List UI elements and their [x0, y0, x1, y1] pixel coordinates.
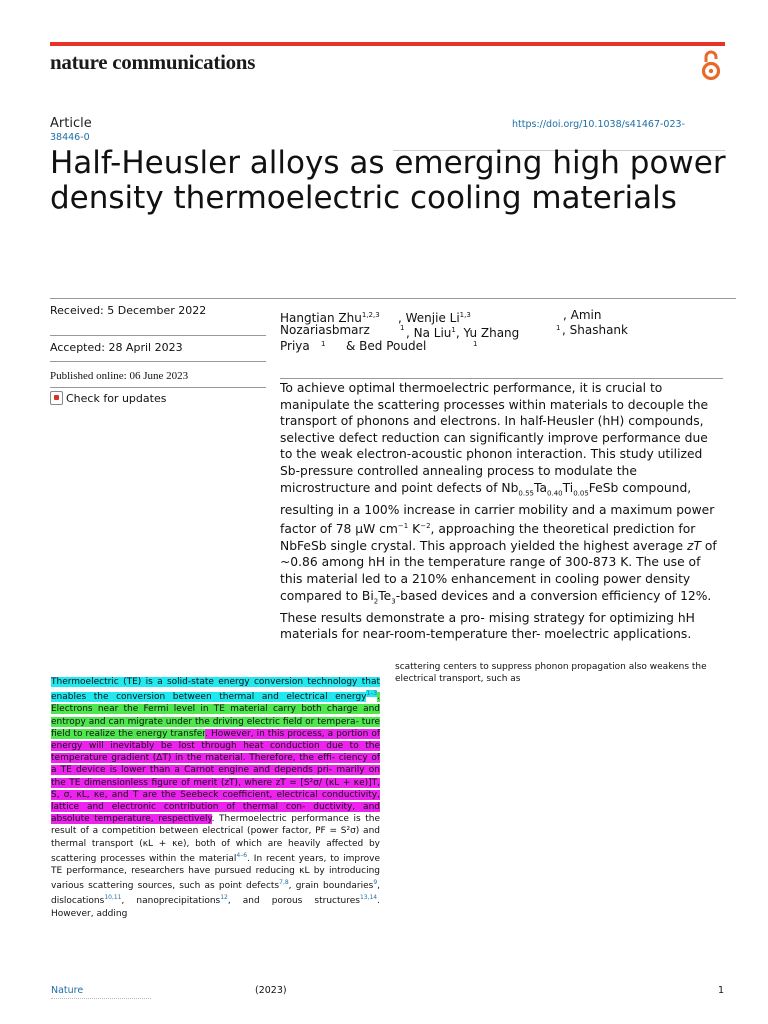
citation-link[interactable]: 12 [220, 894, 228, 902]
open-access-icon[interactable] [700, 48, 722, 82]
author-name[interactable]: , Shashank [562, 323, 628, 337]
body-text-left: Thermoelectric (TE) is a solid-state energy conversion technology that enables the conversion between thermal and electrical energy$^{1-3}$. Electrons near the Fermi level in TE material carry both charge and entropy and can migrate under the driving electric field or tempera- ture field to realize the energy transfer. However, in this process, a portion of energy will inevitably be lost through heat conduction due to the temperature gradient (ΔT) in the material. Therefore, the effi- ciency of a TE device is lower than a Carnot engine and depends pri- marily on the TE dimensionless figure of merit (zT), where zT = [S²σ/ (κL + κe)]T, S, σ, κL, κe, and T are the Seebeck coefficient, electrical conductivity, lattice and electronic contribution of thermal con- ductivity, and absolute temperature, respectively. Thermoelectric performance is the result of a competition between electrical (power factor, PF = S²σ) and thermal transport (κL + κe), both of which are heavily affected by scattering processes within the material$^{4-6}$. In recent years, to improve TE performance, researchers have pursued reducing κL by introducing various scattering sources, such as point defects$^{7,8}$, grain boundaries$^9$, dislocations$^{10,11}$, nanoprecipitations$^{12}$, and porous structures$^{13,14}$. However, adding [51, 677, 381, 919]
citation-link[interactable]: 10,11 [104, 894, 122, 902]
published-date: Published online: 06 June 2023 [50, 370, 189, 382]
update-icon [50, 391, 63, 405]
citation-link[interactable]: 13,14 [359, 894, 378, 902]
divider [50, 298, 736, 299]
divider [280, 378, 723, 379]
footer-divider [51, 998, 151, 1000]
check-updates-label: Check for updates [66, 391, 167, 405]
check-updates-button[interactable] [50, 391, 266, 405]
article-title: Half-Heusler alloys as emerging high power density thermoelectric cooling materials [50, 145, 726, 216]
citation-link[interactable]: 4–6 [236, 851, 248, 859]
author-name[interactable]: , Yu Zhang [455, 326, 520, 340]
author-name[interactable]: Hangtian Zhu [280, 311, 362, 325]
body-text-right: scattering centers to suppress phonon propagation also weakens the electrical transport, such as [395, 662, 707, 685]
citation-link[interactable]: 9 [373, 879, 378, 887]
article-type: Article [50, 116, 92, 131]
journal-logo[interactable]: nature communications [50, 50, 256, 74]
author-name[interactable]: , Wenjie Li [398, 311, 460, 325]
accepted-date: Accepted: 28 April 2023 [50, 341, 183, 354]
accent-bar [50, 42, 725, 46]
article-id-link[interactable]: 38446-0 [50, 132, 90, 143]
abstract: To achieve optimal thermoelectric performance, it is crucial to manipulate the scattering processes within materials to decouple the transport of phonons and electrons. In half-Heusler (hH) compounds, selective defect reduction can significantly improve performance due to the weak electron-acoustic phonon interaction. This study utilized Sb-pressure controlled annealing process to modulate the microstructure and point defects of $Nb_{0.55}Ta_{0.40}Ti_{0.05}FeSb$ compound, resulting in a 100% increase in carrier mobility and a maximum power factor of 78 µW $cm^{-1}$ $K^{-2}$, approaching the theoretical prediction for NbFeSb single crystal. This approach yielded the highest average zT of ~0.86 among hH in the temperature range of 300-873 K. The use of this material led to a 210% enhancement in cooling power density compared to $Bi_2Te_3$-based devices and a conversion efficiency of 12%. These results demonstrate a pro- mising strategy for optimizing hH materials for near-room-temperature ther- moelectric applications. [280, 381, 717, 642]
footer-year: (2023) [255, 985, 287, 996]
author-name[interactable]: Priya [280, 339, 310, 353]
highlight-green: . Electrons near the Fermi level in TE material carry both charge and entropy and can migrate under the driving electric field or tempera- ture field to realize the energy transfer [51, 692, 380, 739]
footer-journal-link[interactable]: Nature [51, 985, 84, 996]
page-number: 1 [718, 985, 725, 996]
citation-link[interactable]: 7,8 [279, 879, 289, 887]
divider [50, 387, 266, 388]
author-name[interactable]: , Na Liu [406, 326, 452, 340]
highlight-cyan: Thermoelectric (TE) is a solid-state energy conversion technology that enables the conversion between thermal and electrical energy [51, 677, 380, 703]
author-name[interactable]: & Bed Poudel [346, 339, 427, 353]
author-name[interactable]: , Amin [563, 308, 602, 322]
divider [50, 335, 266, 336]
author-name[interactable]: Nozariasbmarz [280, 323, 370, 337]
highlight-magenta: . However, in this process, a portion of energy will inevitably be lost through heat conduction due to the temperature gradient (ΔT) in the material. Therefore, the effi- ciency of a TE device is lower than a Carnot engine and depends pri- marily on the TE dimensionless figure of merit (zT), where zT = [S²σ/ (κL + κe)]T, S, σ, κL, κe, and T are the Seebeck coefficient, electrical conductivity, lattice and electronic contribution of thermal con- ductivity, and absolute temperature, respectively [51, 728, 381, 825]
doi-link[interactable]: https://doi.org/10.1038/s41467-023- [512, 119, 685, 130]
citation-link[interactable]: 1–3 [366, 690, 378, 698]
received-date: Received: 5 December 2022 [50, 304, 207, 317]
divider [50, 361, 266, 362]
